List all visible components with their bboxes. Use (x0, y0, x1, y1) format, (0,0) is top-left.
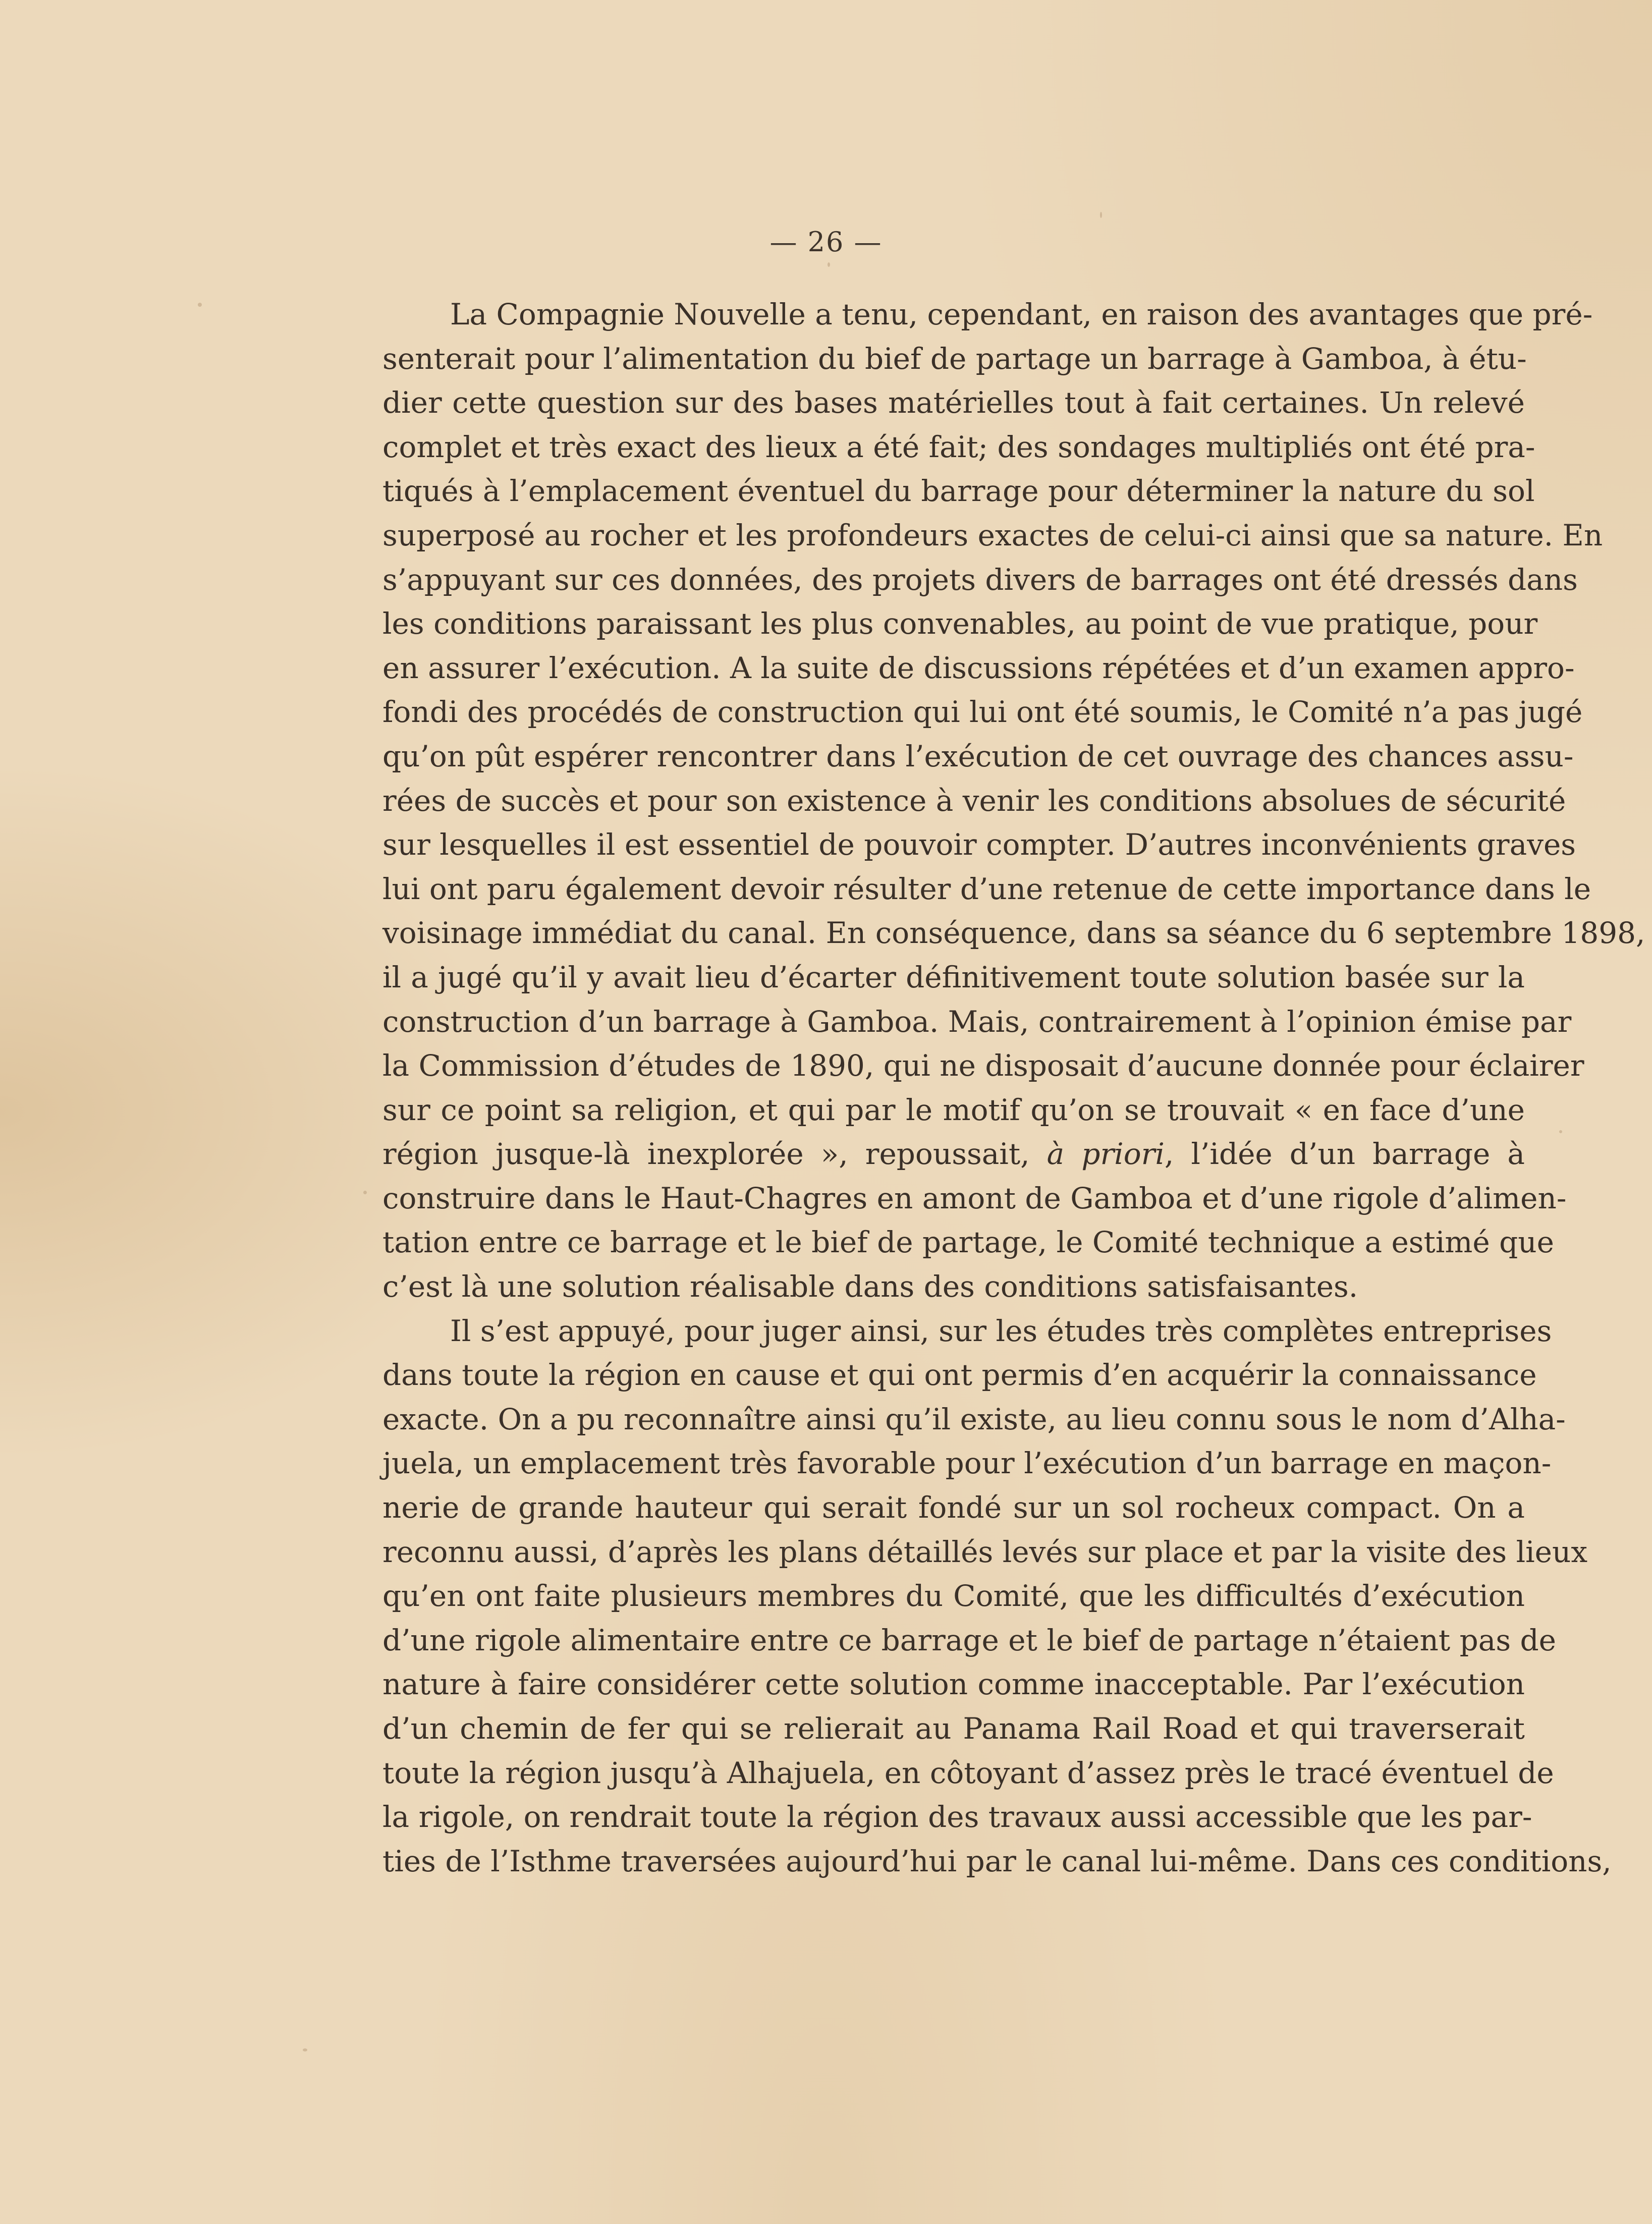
text-line: tiqués à l’emplacement éventuel du barrage pour déterminer la nature du sol (382, 474, 1535, 509)
paper-speck (828, 262, 830, 267)
text-line: qu’on pût espérer rencontrer dans l’exécution de cet ouvrage des chances assu- (382, 739, 1574, 773)
text-line: exacte. On a pu reconnaître ainsi qu’il existe, au lieu connu sous le nom d’Alha- (382, 1402, 1566, 1436)
text-line: s’appuyant sur ces données, des projets divers de barrages ont été dressés dans (382, 562, 1578, 597)
paragraph-1 (382, 293, 1645, 1309)
text-line: en assurer l’exécution. A la suite de discussions répétées et d’un examen appro- (382, 650, 1575, 685)
paper-speck (1559, 1130, 1562, 1133)
text-line: toute la région jusqu’à Alhajuela, en côtoyant d’assez près le tracé éventuel de (382, 1755, 1554, 1790)
paper-speck (363, 1191, 367, 1194)
text-line: nerie de grande hauteur qui serait fondé sur un sol rocheux compact. On a (382, 1490, 1525, 1525)
text-line: dans toute la région en cause et qui ont permis d’en acquérir la connaissance (382, 1358, 1537, 1393)
text-line: juela, un emplacement très favorable pour l’exécution d’un barrage en maçon- (382, 1446, 1552, 1481)
text-line: dier cette question sur des bases matérielles tout à fait certaines. Un relevé (382, 385, 1525, 420)
text-line: construire dans le Haut-Chagres en amont de Gamboa et d’une rigole d’alimen- (382, 1181, 1567, 1215)
text-line: reconnu aussi, d’après les plans détaillés levés sur place et par la visite des lieux (382, 1534, 1588, 1569)
text-line: la rigole, on rendrait toute la région des travaux aussi accessible que les par- (382, 1800, 1532, 1834)
paper-speck (1100, 212, 1102, 218)
text-line: c’est là une solution réalisable dans des conditions satisfaisantes. (382, 1269, 1358, 1304)
text-line: les conditions paraissant les plus convenables, au point de vue pratique, pour (382, 606, 1538, 641)
text-line: rées de succès et pour son existence à venir les conditions absolues de sécurité (382, 783, 1566, 818)
text-line-with-italic (382, 1132, 1525, 1177)
text-segment: , l’idée d’un barrage à (1164, 1137, 1525, 1172)
italic-phrase: à priori (1047, 1137, 1165, 1172)
text-line: ties de l’Isthme traversées aujourd’hui par le canal lui-même. Dans ces conditions, (382, 1844, 1612, 1878)
body-text (382, 293, 1645, 1883)
paragraph-2 (382, 1309, 1612, 1884)
text-line: qu’en ont faite plusieurs membres du Comité, que les difficultés d’exécution (382, 1579, 1525, 1614)
text-line: nature à faire considérer cette solution comme inacceptable. Par l’exécution (382, 1667, 1525, 1702)
paper-speck (303, 2048, 307, 2051)
text-line: il a jugé qu’il y avait lieu d’écarter définitivement toute solution basée sur la (382, 960, 1525, 994)
text-line: La Compagnie Nouvelle a tenu, cependant, en raison des avantages que pré- (450, 297, 1593, 331)
text-line: Il s’est appuyé, pour juger ainsi, sur les études très complètes entreprises (450, 1313, 1552, 1348)
text-line: lui ont paru également devoir résulter d’une retenue de cette importance dans le (382, 871, 1591, 906)
text-line: complet et très exact des lieux a été fait; des sondages multipliés ont été pra- (382, 429, 1535, 464)
text-line: sur lesquelles il est essentiel de pouvoir compter. D’autres inconvénients graves (382, 827, 1576, 862)
text-line: voisinage immédiat du canal. En conséquence, dans sa séance du 6 septembre 1898, (382, 916, 1645, 951)
page-number: — 26 — (769, 226, 883, 258)
text-line: d’un chemin de fer qui se relierait au Panama Rail Road et qui traverserait (382, 1711, 1525, 1746)
text-line: superposé au rocher et les profondeurs exactes de celui-ci ainsi que sa nature. En (382, 518, 1603, 552)
text-segment: région jusque-là inexplorée », repoussait, (382, 1137, 1030, 1172)
text-line: sur ce point sa religion, et qui par le motif qu’on se trouvait « en face d’une (382, 1092, 1525, 1127)
text-line: tation entre ce barrage et le bief de partage, le Comité technique a estimé que (382, 1225, 1554, 1260)
text-line: senterait pour l’alimentation du bief de partage un barrage à Gamboa, à étu- (382, 341, 1527, 376)
text-line: la Commission d’études de 1890, qui ne disposait d’aucune donnée pour éclairer (382, 1048, 1584, 1083)
text-line: construction d’un barrage à Gamboa. Mais, contrairement à l’opinion émise par (382, 1004, 1572, 1039)
paper-speck (198, 303, 202, 307)
text-line: fondi des procédés de construction qui lui ont été soumis, le Comité n’a pas jugé (382, 695, 1583, 730)
text-line: d’une rigole alimentaire entre ce barrage et le bief de partage n’étaient pas de (382, 1623, 1557, 1657)
